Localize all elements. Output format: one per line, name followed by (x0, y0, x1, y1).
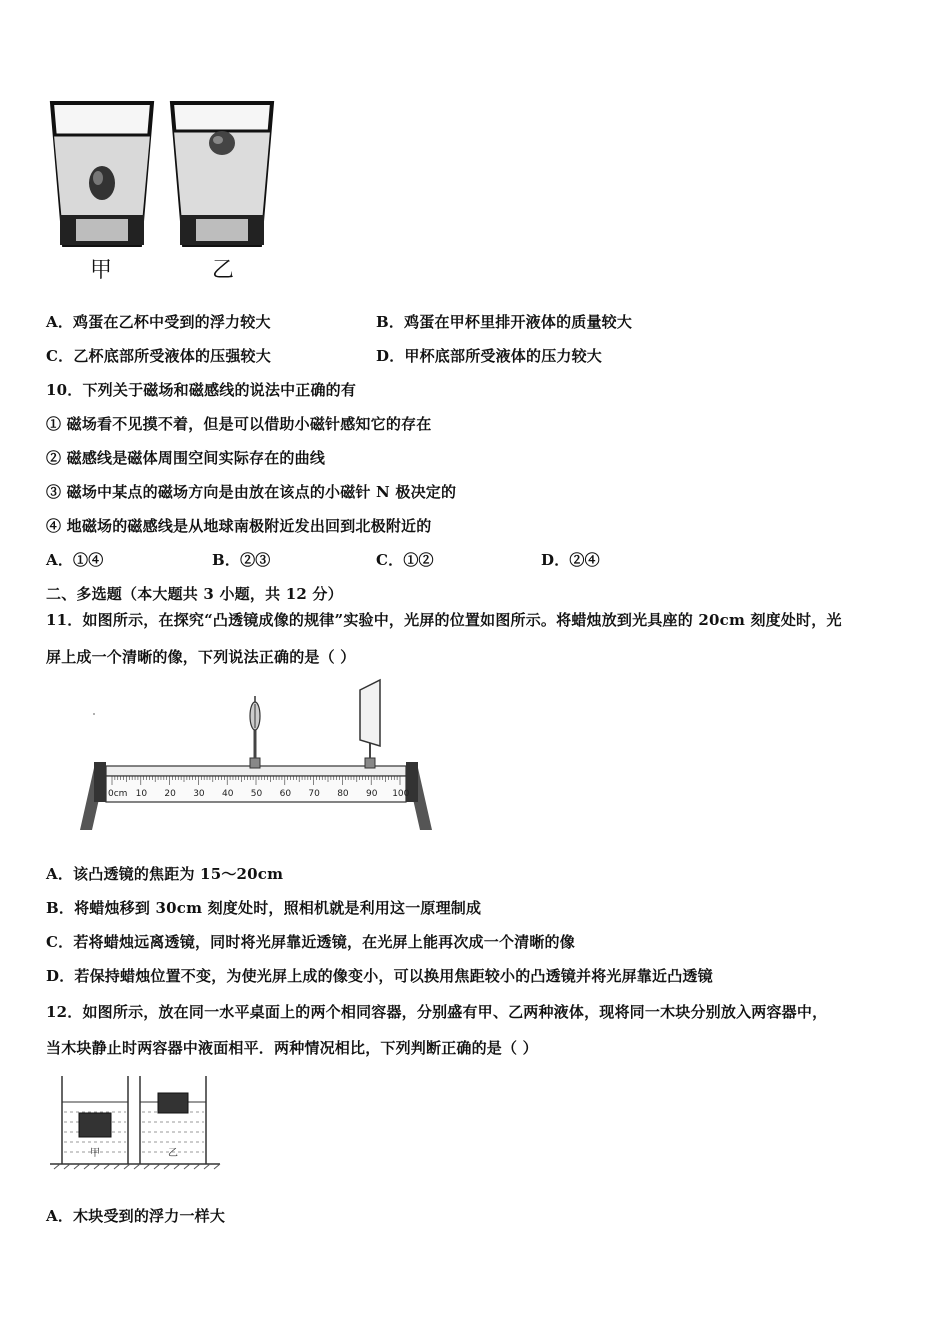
ruler-label: 40 (222, 789, 234, 799)
egg-sunk (89, 166, 115, 200)
ruler-label: 50 (250, 789, 263, 799)
label-jia: 甲 (90, 258, 113, 283)
q10-option-d: D．②④ (541, 551, 600, 569)
q11-option-c: C．若将蜡烛远离透镜，同时将光屏靠近透镜，在光屏上能再次成一个清晰的像 (46, 933, 575, 951)
egg-floating (209, 131, 235, 155)
ruler-label: 90 (366, 789, 378, 799)
containers-figure (48, 1070, 223, 1175)
q11-stem-line-2: 屏上成一个清晰的像，下列说法正确的是（ ） (46, 648, 356, 666)
q10-statement-2: ② 磁感线是磁体周围空间实际存在的曲线 (46, 449, 326, 467)
ruler-label: 10 (135, 789, 148, 799)
ruler-label: 100 (392, 789, 410, 799)
q10-statement-1: ① 磁场看不见摸不着，但是可以借助小磁针感知它的存在 (46, 415, 432, 433)
q10-option-b: B．②③ (212, 551, 271, 569)
ruler-label: 30 (193, 789, 205, 799)
q11-stem-line-1: 11．如图所示，在探究“凸透镜成像的规律”实验中，光屏的位置如图所示。将蜡烛放到光具座的 20cm 刻度处时，光 (46, 611, 842, 629)
ruler-label: 80 (337, 789, 349, 799)
wood-block-jia (79, 1113, 111, 1137)
ruler-label: 0cm (108, 789, 128, 799)
ruler-label: 70 (308, 789, 320, 799)
q10-statement-4: ④ 地磁场的磁感线是从地球南极附近发出回到北极附近的 (46, 517, 432, 535)
q12-stem-line-2: 当木块静止时两容器中液面相平．两种情况相比，下列判断正确的是（ ） (46, 1039, 538, 1057)
q10-option-c: C．①② (376, 551, 434, 569)
q11-option-b: B．将蜡烛移到 30cm 刻度处时，照相机就是利用这一原理制成 (46, 899, 482, 917)
section-2-title: 二、多选题（本大题共 3 小题，共 12 分） (46, 585, 343, 603)
container-jia (62, 1076, 128, 1164)
label-yi: 乙 (212, 258, 235, 283)
egg-glasses-figure (40, 95, 280, 285)
q9-option-d: D．甲杯底部所受液体的压力较大 (376, 347, 603, 365)
q10-statement-3: ③ 磁场中某点的磁场方向是由放在该点的小磁针 N 极决定的 (46, 483, 457, 501)
wood-block-yi (158, 1093, 188, 1113)
q10-option-a: A．①④ (46, 551, 104, 569)
q9-option-b: B．鸡蛋在甲杯里排开液体的质量较大 (376, 313, 633, 331)
q11-option-d: D．若保持蜡烛位置不变，为使光屏上成的像变小，可以换用焦距较小的凸透镜并将光屏靠近凸透镜 (46, 967, 713, 985)
svg-text:乙: 乙 (168, 1148, 178, 1159)
q12-option-a: A．木块受到的浮力一样大 (46, 1207, 226, 1225)
ruler-label: 20 (164, 789, 176, 799)
svg-text:甲: 甲 (90, 1148, 100, 1159)
glass-jia (52, 103, 152, 245)
light-screen (360, 680, 380, 768)
q9-option-c: C．乙杯底部所受液体的压强较大 (46, 347, 271, 365)
ruler-label: 60 (279, 789, 292, 799)
glass-yi (172, 103, 272, 245)
container-yi (140, 1076, 206, 1164)
optical-bench-figure (72, 676, 442, 836)
q12-stem-line-1: 12．如图所示，放在同一水平桌面上的两个相同容器，分别盛有甲、乙两种液体，现将同一木块分别放入两容器中， (46, 1003, 828, 1021)
q10-stem: 10．下列关于磁场和磁感线的说法中正确的有 (46, 381, 357, 399)
q9-option-a: A．鸡蛋在乙杯中受到的浮力较大 (46, 313, 271, 331)
q11-option-a: A．该凸透镜的焦距为 15～20cm (46, 865, 284, 883)
candle (250, 696, 260, 768)
